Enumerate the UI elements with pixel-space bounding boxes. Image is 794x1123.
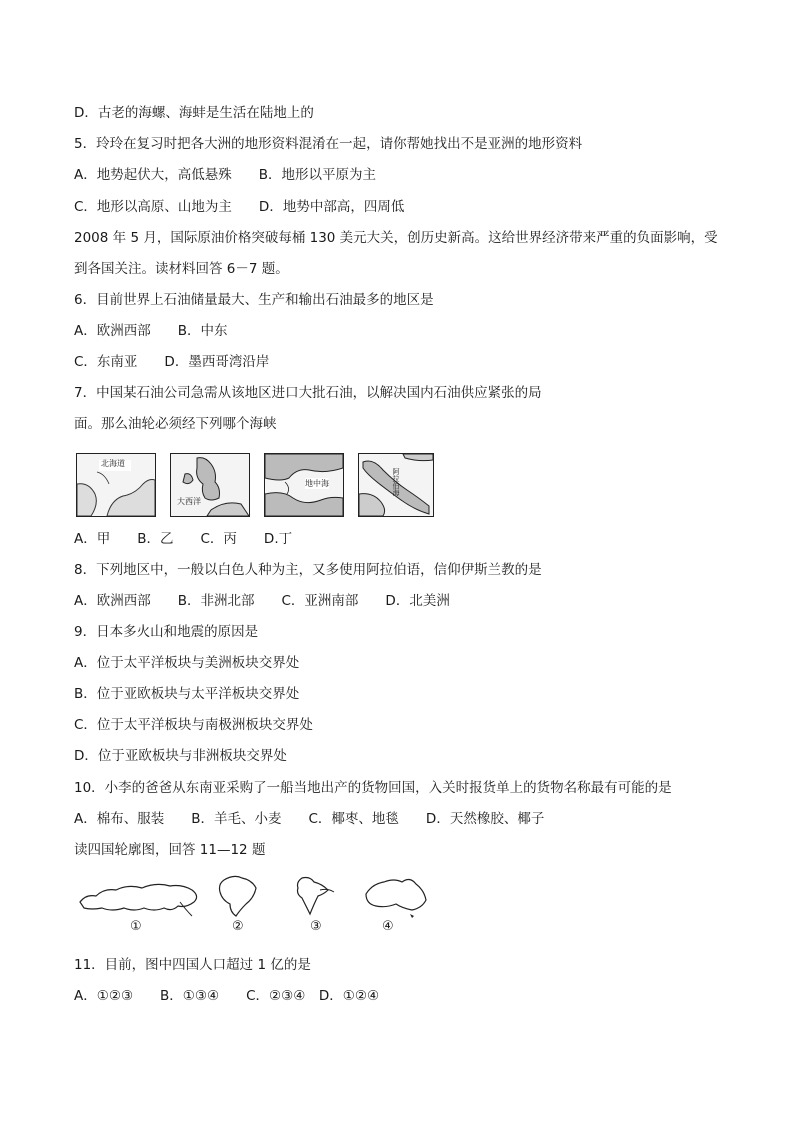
question-7-line1: 7．中国某石油公司急需从该地区进口大批石油，以解决国内石油供应紧张的局 [74, 385, 542, 401]
strait-map-yi-label: 大西洋 [177, 497, 201, 506]
country-label-2: ② [232, 919, 244, 934]
material-intro-line1: 2008 年 5 月，国际原油价格突破每桶 130 美元大关，创历史新高。这给世界经济带来严重的负面影响，受 [74, 230, 718, 246]
country-outlines [76, 872, 436, 944]
strait-map-jia-label: 北海道 [101, 459, 125, 468]
strait-map-bing-label: 地中海 [305, 479, 329, 488]
brazil-outline-icon [220, 876, 257, 916]
q10-options: A．棉布、服装 B．羊毛、小麦 C．椰枣、地毯 D．天然橡胶、椰子 [74, 811, 545, 827]
question-8: 8．下列地区中，一般以白色人种为主，又多使用阿拉伯语，信仰伊斯兰教的是 [74, 562, 542, 578]
russia-outline-icon [80, 884, 197, 916]
strait-map-ding-label: 阿拉伯海 [392, 468, 400, 496]
q9-option-b: B．位于亚欧板块与太平洋板块交界处 [74, 686, 300, 702]
material-intro-3: 读四国轮廓图，回答 11—12 题 [74, 842, 266, 858]
country-label-3: ③ [310, 919, 322, 934]
strait-map-jia [76, 453, 156, 517]
q9-option-a: A．位于太平洋板块与美洲板块交界处 [74, 655, 300, 671]
material-intro-line2: 到各国关注。读材料回答 6－7 题。 [74, 261, 289, 277]
q6-options-ab: A．欧洲西部 B．中东 [74, 323, 228, 339]
strait-map-yi [170, 453, 250, 517]
q9-option-d: D．位于亚欧板块与非洲板块交界处 [74, 748, 287, 764]
q5-options-cd: C．地形以高原、山地为主 D．地势中部高，四周低 [74, 199, 405, 215]
country-outline-shapes [76, 872, 436, 918]
q8-options: A．欧洲西部 B．非洲北部 C．亚洲南部 D．北美洲 [74, 593, 450, 609]
strait-map-bing [264, 453, 344, 517]
question-7-line2: 面。那么油轮必须经下列哪个海峡 [74, 416, 277, 432]
strait-map-bing-icon [265, 454, 343, 516]
australia-outline-icon [366, 879, 426, 918]
india-outline-icon [298, 878, 335, 915]
question-9: 9．日本多火山和地震的原因是 [74, 624, 259, 640]
q6-options-cd: C．东南亚 D．墨西哥湾沿岸 [74, 354, 270, 370]
strait-maps [74, 450, 434, 520]
q5-options-ab: A．地势起伏大，高低悬殊 B．地形以平原为主 [74, 167, 376, 183]
q7-options: A．甲 B．乙 C．丙 D.丁 [74, 531, 293, 547]
q9-option-c: C．位于太平洋板块与南极洲板块交界处 [74, 717, 313, 733]
country-label-1: ① [130, 919, 142, 934]
q11-options: A．①②③ B．①③④ C．②③④ D．①②④ [74, 988, 380, 1004]
country-label-4: ④ [382, 919, 394, 934]
strait-map-ding [358, 453, 434, 517]
question-5: 5．玲玲在复习时把各大洲的地形资料混淆在一起，请你帮她找出不是亚洲的地形资料 [74, 136, 583, 152]
q4-option-d: D．古老的海螺、海蚌是生活在陆地上的 [74, 105, 314, 121]
question-11: 11．目前，图中四国人口超过 1 亿的是 [74, 957, 311, 973]
question-10: 10．小李的爸爸从东南亚采购了一船当地出产的货物回国，入关时报货单上的货物名称最有可能的是 [74, 780, 672, 796]
question-6: 6．目前世界上石油储量最大、生产和输出石油最多的地区是 [74, 292, 434, 308]
